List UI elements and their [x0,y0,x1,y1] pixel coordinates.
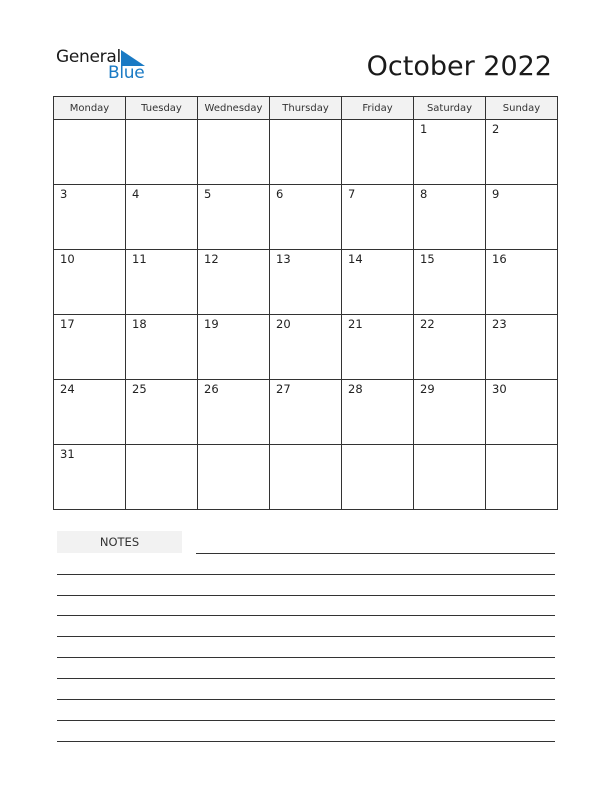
weekday-header-friday: Friday [342,97,414,120]
calendar-day-cell [342,445,414,510]
brand-logo [56,47,156,83]
calendar-day-cell [54,380,126,445]
calendar-week-row [54,250,558,315]
day-number: 10 [60,252,75,266]
calendar-day-cell [414,120,486,185]
calendar-day-cell [270,315,342,380]
day-number: 3 [60,187,68,201]
calendar-day-cell [126,185,198,250]
calendar-day-cell [198,380,270,445]
calendar-week-row [54,315,558,380]
day-number: 23 [492,317,507,331]
day-number: 26 [204,382,219,396]
calendar-day-cell [198,120,270,185]
day-number: 4 [132,187,140,201]
calendar-day-cell [486,380,558,445]
day-number: 5 [204,187,212,201]
calendar-day-cell [414,380,486,445]
day-number: 12 [204,252,219,266]
day-number: 7 [348,187,356,201]
calendar-day-cell [486,120,558,185]
day-number: 1 [420,122,428,136]
day-number [54,120,125,122]
calendar-day-cell [414,250,486,315]
day-number: 15 [420,252,435,266]
calendar-day-cell [126,445,198,510]
calendar-day-cell [342,185,414,250]
logo-text-general: General [56,47,121,67]
day-number [414,445,485,447]
day-number: 16 [492,252,507,266]
weekday-header-thursday: Thursday [270,97,342,120]
calendar-week-row [54,185,558,250]
day-number: 25 [132,382,147,396]
day-number [270,120,341,122]
day-number: 14 [348,252,363,266]
notes-line [57,636,555,637]
weekday-header-sunday: Sunday [486,97,558,120]
day-number: 21 [348,317,363,331]
notes-line [57,720,555,721]
day-number [198,445,269,447]
calendar-day-cell [198,445,270,510]
day-number: 31 [60,447,75,461]
day-number: 11 [132,252,147,266]
notes-line [57,657,555,658]
notes-line [57,595,555,596]
day-number [342,120,413,122]
day-number: 2 [492,122,500,136]
calendar-day-cell [270,250,342,315]
page-title: October 2022 [366,51,552,82]
day-number: 13 [276,252,291,266]
day-number: 8 [420,187,428,201]
calendar-day-cell [126,315,198,380]
calendar-day-cell [270,185,342,250]
weekday-header-row [54,97,558,120]
day-number: 29 [420,382,435,396]
calendar-day-cell [486,250,558,315]
notes-line [57,741,555,742]
calendar-week-row [54,445,558,510]
day-number [126,120,197,122]
calendar-day-cell [486,315,558,380]
notes-line [57,574,555,575]
calendar-week-row [54,380,558,445]
day-number [198,120,269,122]
day-number: 6 [276,187,284,201]
day-number: 22 [420,317,435,331]
notes-label: NOTES [57,531,182,553]
day-number: 18 [132,317,147,331]
calendar-day-cell [126,380,198,445]
calendar-week-row [54,120,558,185]
calendar-day-cell [486,445,558,510]
weekday-header-tuesday: Tuesday [126,97,198,120]
calendar-day-cell [486,185,558,250]
day-number: 27 [276,382,291,396]
notes-line [57,678,555,679]
calendar-weeks [54,120,558,510]
calendar-day-cell [198,315,270,380]
notes-line [196,553,555,554]
calendar-day-cell [414,445,486,510]
calendar-grid [53,96,558,510]
calendar-day-cell [342,315,414,380]
day-number: 20 [276,317,291,331]
day-number: 28 [348,382,363,396]
day-number: 9 [492,187,500,201]
calendar-day-cell [414,185,486,250]
day-number: 30 [492,382,507,396]
logo-text-blue: Blue [108,63,145,83]
day-number [342,445,413,447]
weekday-header-saturday: Saturday [414,97,486,120]
calendar-day-cell [126,120,198,185]
calendar-day-cell [126,250,198,315]
day-number: 17 [60,317,75,331]
calendar-day-cell [54,315,126,380]
calendar-day-cell [342,120,414,185]
calendar-day-cell [414,315,486,380]
calendar-day-cell [54,445,126,510]
calendar-day-cell [342,380,414,445]
day-number [126,445,197,447]
calendar-day-cell [270,120,342,185]
calendar-day-cell [198,185,270,250]
calendar-day-cell [270,380,342,445]
day-number [270,445,341,447]
calendar-day-cell [54,185,126,250]
day-number: 24 [60,382,75,396]
notes-line [57,615,555,616]
calendar-day-cell [54,120,126,185]
notes-line [57,699,555,700]
calendar-day-cell [54,250,126,315]
weekday-header-wednesday: Wednesday [198,97,270,120]
calendar-day-cell [270,445,342,510]
calendar-day-cell [342,250,414,315]
day-number: 19 [204,317,219,331]
calendar-day-cell [198,250,270,315]
weekday-header-monday: Monday [54,97,126,120]
day-number [486,445,557,447]
